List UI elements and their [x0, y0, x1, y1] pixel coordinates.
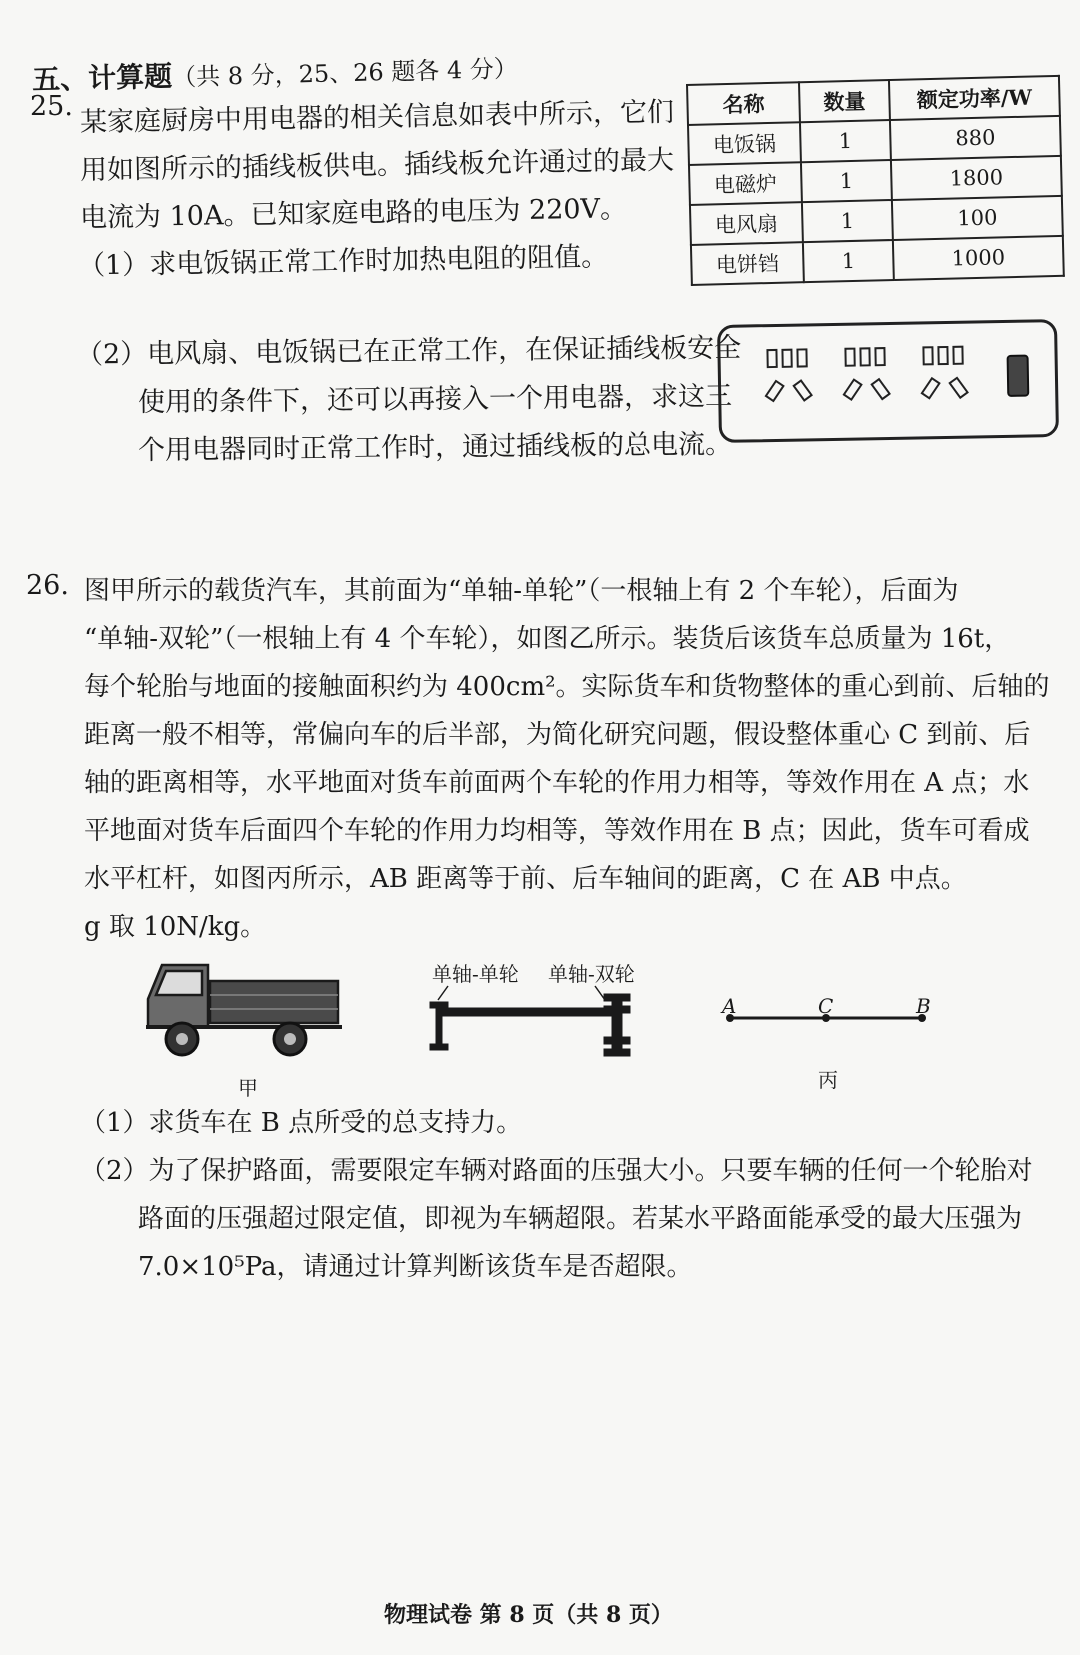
q26-line-5: 轴的距离相等，水平地面对货车前面两个车轮的作用力相等，等效作用在 A 点；水 — [84, 768, 1030, 798]
table-cell: 电磁炉 — [689, 162, 802, 205]
appliance-table — [686, 75, 1065, 286]
fig-caption-jia: 甲 — [238, 1076, 258, 1100]
table-header-name: 名称 — [687, 82, 800, 125]
section-title — [32, 46, 519, 99]
q26-line-2: “单轴-双轮”（一根轴上有 4 个车轮），如图乙所示。装货后该货车总质量为 16t， — [84, 624, 1011, 654]
q26-sub1: （1）求货车在 B 点所受的总支持力。 — [80, 1108, 523, 1138]
q26-line-6: 平地面对货车后面四个车轮的作用力均相等，等效作用在 B 点；因此，货车可看成 — [84, 816, 1030, 846]
q25-sub2-line-1: （2）电风扇、电饭锅已在正常工作，在保证插线板安全 — [75, 332, 742, 371]
fig-label-single-wheel: 单轴-单轮 — [432, 962, 519, 986]
q26-sub2-line-3: 7.0×10⁵Pa，请通过计算判断该货车是否超限。 — [138, 1252, 693, 1282]
q25-sub2-line-3: 个用电器同时正常工作时，通过插线板的总电流。 — [137, 428, 733, 467]
table-cell: 1 — [801, 160, 892, 202]
table-cell: 1800 — [891, 156, 1062, 200]
q25-sub1: （1）求电饭锅正常工作时加热电阻的阻值。 — [77, 241, 609, 282]
q26-line-1: 图甲所示的载货汽车，其前面为“单轴-单轮”（一根轴上有 2 个车轮），后面为 — [84, 576, 959, 606]
q25-line-1: 某家庭厨房中用电器的相关信息如表中所示，它们 — [79, 96, 675, 139]
q26-line-4: 距离一般不相等，常偏向车的后半部，为简化研究问题，假设整体重心 C 到前、后 — [84, 720, 1031, 750]
chassis-beam — [442, 1008, 622, 1016]
table-cell: 1 — [803, 240, 894, 282]
socket-icon — [838, 335, 899, 396]
q26-line-7: 水平杠杆，如图丙所示，AB 距离等于前、后车轴间的距离，C 在 AB 中点。 — [84, 864, 967, 894]
label-c: C — [818, 994, 834, 1018]
label-b: B — [916, 994, 931, 1018]
axle-diagram — [420, 982, 640, 1062]
table-cell: 电风扇 — [690, 202, 803, 245]
power-switch-icon — [1007, 355, 1030, 397]
table-cell: 1000 — [893, 236, 1064, 280]
table-cell: 880 — [890, 116, 1061, 160]
table-cell: 1 — [802, 200, 893, 242]
page-footer: 物理试卷 第 8 页（共 8 页） — [384, 1602, 673, 1628]
socket-icon — [760, 336, 821, 397]
table-cell: 电饭锅 — [688, 122, 801, 165]
table-header-power: 额定功率/W — [889, 76, 1060, 120]
q25-line-3: 电流为 10A。已知家庭电路的电压为 220V。 — [79, 193, 628, 234]
q25-sub2-line-2: 使用的条件下，还可以再接入一个用电器，求这三 — [137, 380, 733, 419]
section-title-text: 五、计算题 — [31, 59, 173, 97]
q26-sub2-line-1: （2）为了保护路面，需要限定车辆对路面的压强大小。只要车辆的任何一个轮胎对 — [80, 1156, 1033, 1186]
table-cell: 电饼铛 — [691, 242, 804, 285]
table-row — [691, 236, 1064, 285]
q26-sub2-line-2: 路面的压强超过限定值，即视为车辆超限。若某水平路面能承受的最大压强为 — [138, 1204, 1023, 1234]
table-cell: 100 — [892, 196, 1063, 240]
fig-caption-bing: 丙 — [818, 1068, 838, 1092]
q26-number: 26. — [26, 570, 69, 601]
socket-icon — [916, 333, 977, 394]
truck-cargo-bed — [210, 981, 338, 1023]
section-note: （共 8 分，25、26 题各 4 分） — [171, 54, 519, 92]
q26-line-8: g 取 10N/kg。 — [84, 912, 267, 942]
label-a: A — [722, 994, 737, 1018]
fig-label-dual-wheel: 单轴-双轮 — [548, 962, 635, 986]
table-cell: 1 — [800, 120, 891, 162]
power-strip-figure — [717, 319, 1059, 443]
q25-line-2: 用如图所示的插线板供电。插线板允许通过的最大 — [79, 144, 675, 187]
table-header-qty: 数量 — [799, 80, 890, 122]
q26-line-3: 每个轮胎与地面的接触面积约为 400cm²。实际货车和货物整体的重心到前、后轴的 — [84, 672, 1050, 702]
q25-number: 25. — [30, 91, 73, 122]
truck-figure — [142, 955, 352, 1067]
